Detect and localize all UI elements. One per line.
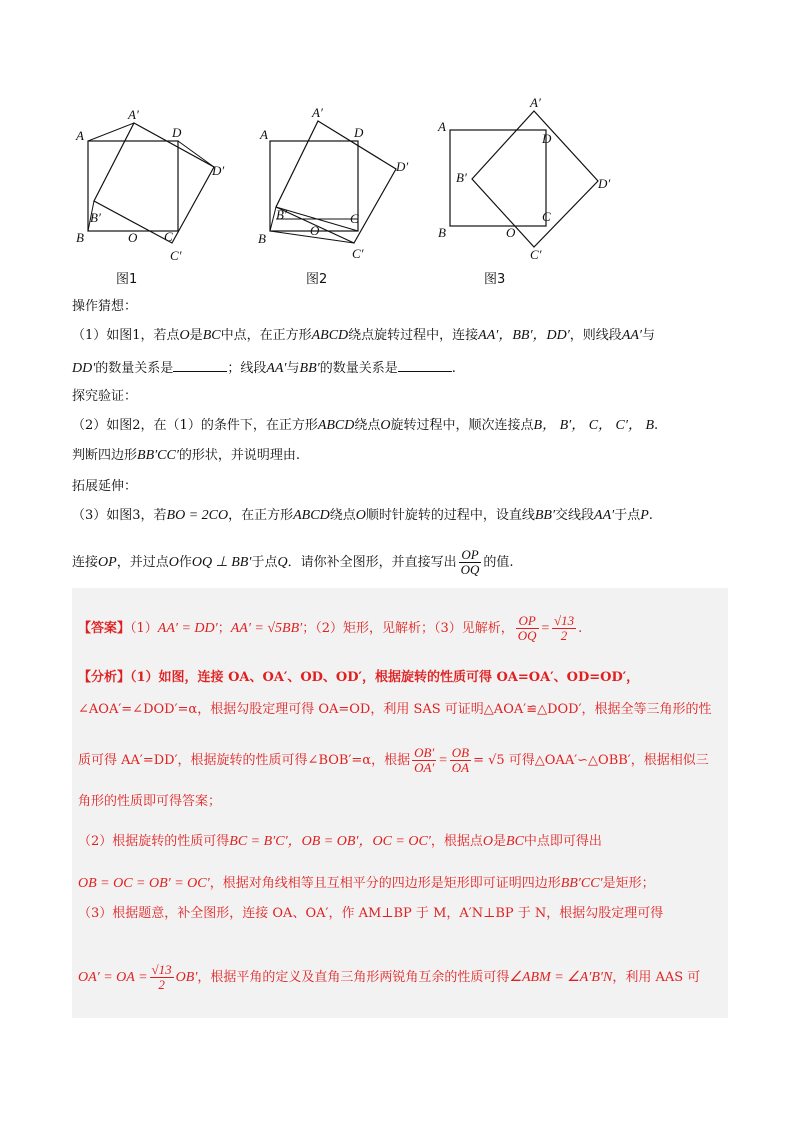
label-c: C (350, 211, 359, 226)
segment-dd1 (178, 141, 214, 167)
segment-aa1 (88, 123, 134, 141)
figure-1-caption: 图1 (116, 272, 138, 287)
figure-3-caption: 图3 (484, 272, 506, 287)
figure-2-diagram (258, 95, 428, 265)
label-c1: C′ (352, 246, 364, 261)
analysis-tag: 【分析】 (78, 670, 131, 685)
answer-tag: 【答案】 (78, 621, 131, 636)
analysis-fraction-ob-oa: $\frac{OB}{OA}$ (451, 745, 470, 775)
label-o: O (506, 225, 516, 240)
label-c1: C′ (530, 247, 542, 262)
label-b1: B′ (90, 210, 101, 225)
analysis-line-6: OB = OC = OB′ = OC′，根据对角线相等且互相平分的四边形是矩形即可证明四边形BB′CC′是矩形； (78, 876, 655, 891)
question-3-line-2: 连接OP，并过点O作OQ ⊥ BB′于点Q．请你补全图形，并直接写出 $\frac{OP}{OQ}$ 的值. (72, 547, 514, 577)
label-c1: C′ (170, 248, 182, 263)
answer-fraction-op-oq: $\frac{OP}{OQ}$ (517, 613, 537, 643)
label-o: O (128, 230, 138, 245)
answer-blank-1[interactable] (173, 357, 227, 372)
analysis-line-7: （3）根据题意，补全图形，连接 OA、OA′，作 AM⊥BP 于 M，A′N⊥BP 于 N，根据勾股定理可得 (78, 906, 664, 921)
label-c: C (164, 229, 173, 244)
label-d: D (542, 131, 552, 146)
question-3-line-1: （3）如图3，若BO = 2CO，在正方形ABCD绕点O顺时针旋转的过程中，设直线BB′交线段AA′于点P. (72, 508, 653, 523)
question-2-line-1: （2）如图2，在（1）的条件下，在正方形ABCD绕点O旋转过程中，顺次连接点B， B′， C， C′， B. (72, 418, 659, 433)
analysis-fraction-root13: $\frac{√13}{2}$ (151, 962, 172, 992)
label-o: O (310, 223, 320, 238)
label-d1: D′ (598, 176, 611, 191)
label-d1: D′ (396, 159, 409, 174)
label-a1: A′ (530, 95, 541, 110)
label-d: D (172, 125, 182, 140)
section-heading-guess: 操作猜想： (72, 299, 138, 314)
label-d: D (354, 125, 364, 140)
square-abcd-rotated (472, 111, 598, 247)
figure-3 (438, 95, 628, 269)
analysis-line-2: ∠AOA′=∠DOD′=α，根据勾股定理可得 OA=OD，利用 SAS 可证明△AOA′≌△DOD′，根据全等三角形的性 (78, 702, 712, 717)
figure-1 (72, 95, 242, 269)
analysis-line-3: 质可得 AA′=DD′，根据旋转的性质可得∠BOB′=α，根据 $\frac{OB'}{OA'}$ = $\frac{OB}{OA}$ = √5 可得△OAA′∽△OBB′，根据相似三 (78, 745, 709, 775)
label-b: B (76, 230, 84, 245)
answer-blank-2[interactable] (398, 357, 452, 372)
label-b: B (258, 231, 266, 246)
figure-2-caption: 图2 (306, 272, 328, 287)
label-b1: B′ (456, 170, 467, 185)
analysis-line-8: OA′ = OA = $\frac{√13}{2}$ OB′，根据平角的定义及直角三角形两锐角互余的性质可得∠ABM = ∠A′B′N，利用 AAS 可 (78, 962, 701, 992)
analysis-line-5: （2）根据旋转的性质可得BC = B′C′，OB = OB′，OC = OC′，根据点O是BC中点即可得出 (78, 834, 602, 849)
label-a1: A′ (312, 105, 323, 120)
label-d1: D′ (212, 163, 225, 178)
answer-fraction-value: $\frac{√13}{2}$ (553, 613, 575, 643)
question-1-line-2: DD′的数量关系是 ；线段AA′与BB′的数量关系是 . (72, 357, 732, 379)
label-c: C (542, 209, 551, 224)
analysis-line-4: 角形的性质即可得答案； (78, 794, 222, 809)
figure-2 (258, 95, 428, 269)
question-2-line-2: 判断四边形BB′CC′的形状，并说明理由. (72, 448, 301, 463)
question-1-line-1: （1）如图1，若点O是BC中点，在正方形ABCD绕点旋转过程中，连接AA′，BB′，DD′，则线段AA′与 (72, 328, 655, 343)
label-a1: A′ (128, 107, 139, 122)
section-heading-verify: 探究验证： (72, 389, 138, 404)
label-a: A (76, 128, 84, 143)
fraction-op-oq: $\frac{OP}{OQ}$ (460, 547, 480, 577)
label-a: A (438, 119, 446, 134)
section-heading-extend: 拓展延伸： (72, 479, 138, 494)
answer-line: 【答案】（1）AA′ = DD′；AA′ = √5BB′；（2）矩形，见解析；（3）见解析， $\frac{OP}{OQ}$ = $\frac{√13}{2}$ . (78, 613, 583, 643)
analysis-fraction-ob1-oa1: $\frac{OB'}{OA'}$ (414, 745, 435, 775)
label-b: B (438, 225, 446, 240)
figure-3-diagram (438, 95, 628, 265)
label-a: A (260, 127, 268, 142)
figure-1-diagram (72, 95, 242, 265)
label-b1: B′ (276, 207, 287, 222)
analysis-line-1: 【分析】（1）如图，连接 OA、OA′、OD、OD′，根据旋转的性质可得 OA=OA′、OD=OD′， (78, 670, 640, 685)
